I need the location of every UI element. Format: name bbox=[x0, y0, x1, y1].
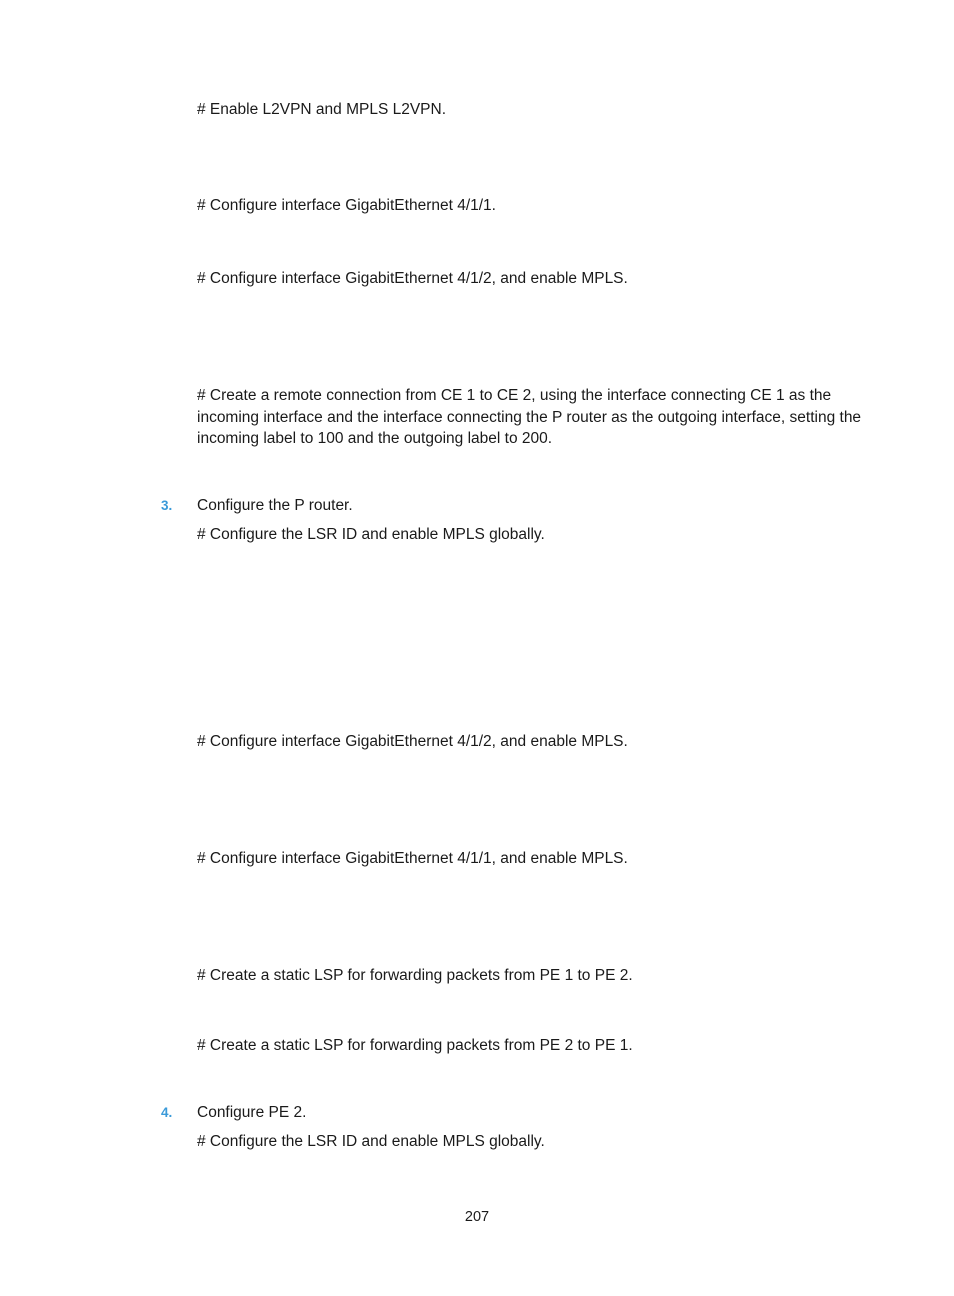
step-item-4 bbox=[0, 1102, 954, 1124]
paragraph-configure-interface-4-1-2-mpls: # Configure interface GigabitEthernet 4/1/2, and enable MPLS. bbox=[197, 270, 628, 287]
paragraph-configure-lsr-id-pe2: # Configure the LSR ID and enable MPLS globally. bbox=[197, 1133, 545, 1150]
paragraph-create-remote-connection: # Create a remote connection from CE 1 to CE 2, using the interface connecting CE 1 as the incoming interface and the interface connecting the P router as the outgoing interface, setting the incoming label to 100 and the outgoing label to 200. bbox=[197, 387, 862, 447]
paragraph-configure-interface-4-1-1-mpls-p: # Configure interface GigabitEthernet 4/1/1, and enable MPLS. bbox=[197, 850, 628, 867]
paragraph-configure-interface-4-1-2-mpls-p: # Configure interface GigabitEthernet 4/1/2, and enable MPLS. bbox=[197, 733, 628, 750]
paragraph-static-lsp-pe2-to-pe1: # Create a static LSP for forwarding packets from PE 2 to PE 1. bbox=[197, 1037, 633, 1054]
step-text: Configure PE 2. bbox=[197, 1104, 307, 1121]
page-number: 207 bbox=[464, 1209, 490, 1225]
paragraph-configure-lsr-id: # Configure the LSR ID and enable MPLS globally. bbox=[197, 526, 545, 543]
step-number: 3. bbox=[161, 498, 173, 513]
paragraph-enable-l2vpn: # Enable L2VPN and MPLS L2VPN. bbox=[197, 101, 447, 118]
step-number: 4. bbox=[161, 1105, 173, 1120]
paragraph-configure-interface-4-1-1: # Configure interface GigabitEthernet 4/1/1. bbox=[197, 197, 496, 214]
paragraph-static-lsp-pe1-to-pe2: # Create a static LSP for forwarding packets from PE 1 to PE 2. bbox=[197, 967, 633, 984]
step-text: Configure the P router. bbox=[197, 497, 353, 514]
step-item-3 bbox=[0, 495, 954, 517]
